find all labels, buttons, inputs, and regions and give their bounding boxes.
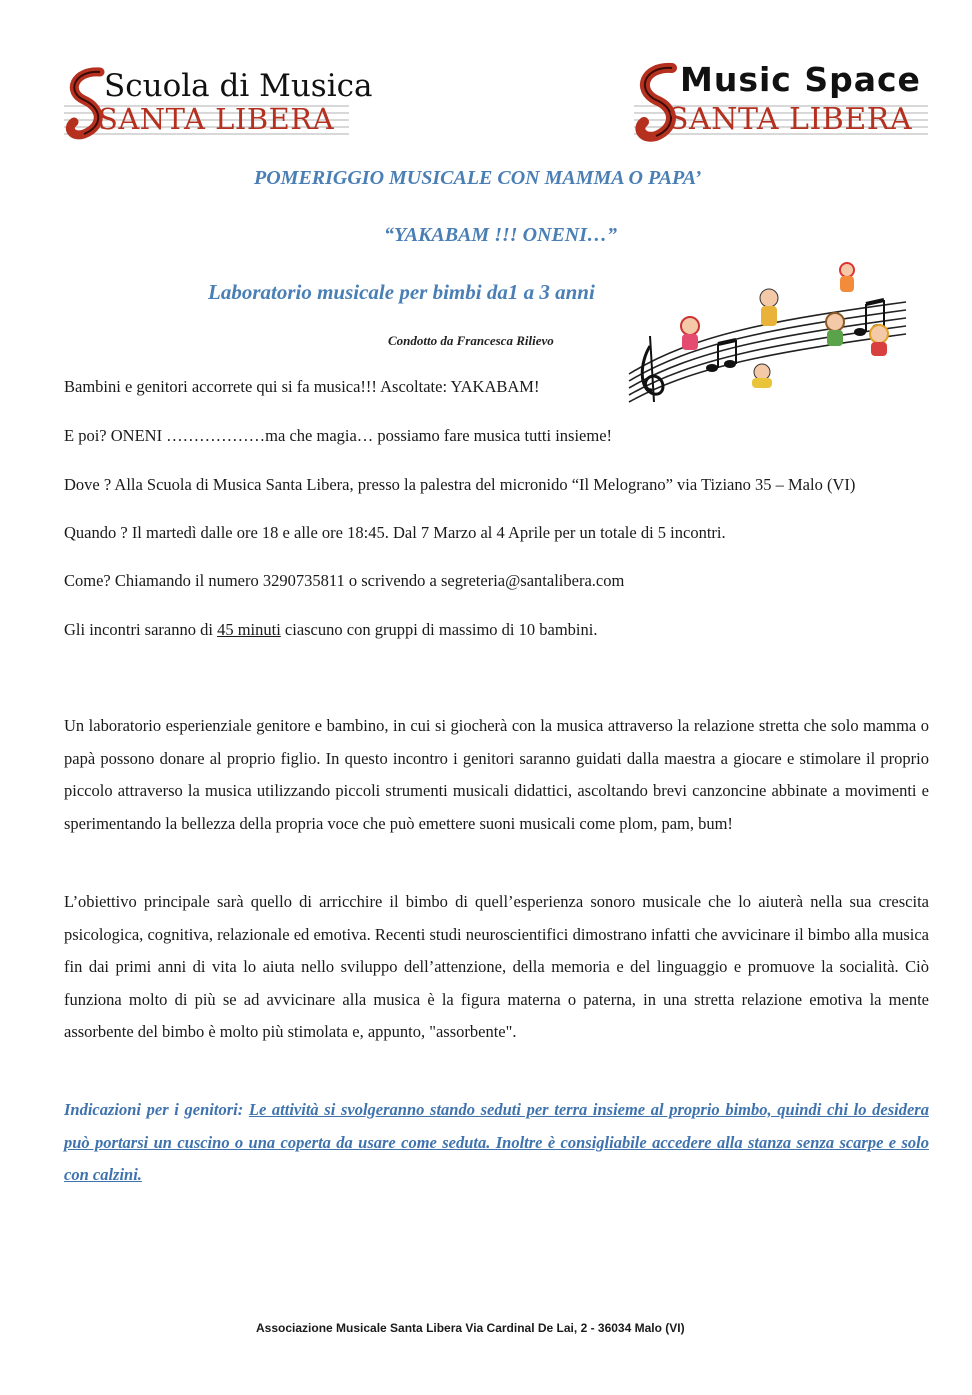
music-staff-children-illustration <box>624 262 914 404</box>
paragraph-objective: L’obiettivo principale sarà quello di arricchire il bimbo di quell’esperienza sonoro musicale che lo aiuterà nella sua crescita psicologica, cognitiva, relazionale ed emotiva. Recenti studi neuroscientifici dimostrano infatti che avvicinare il bimbo alla musica fin dai primi anni di vita lo aiuta nello sviluppo dell’attenzione, della memoria e del linguaggio e promuove la socialità. Ciò funziona molto di più se ad avvicinare alla musica è la figura materna o paterna, in una stretta relazione emotiva la mente assorbente del bimbo è molto più stimolata e, appunto, "assorbente". <box>64 892 929 1041</box>
logo-left-line2: SANTA LIBERA <box>98 102 335 136</box>
logo-left-line1: Scuola di Musica <box>104 68 373 104</box>
logo-scuola-di-musica <box>64 62 373 142</box>
incontri-text-a: Gli incontri saranno di <box>64 620 218 639</box>
come-line: Come? Chiamando il numero 3290735811 o scrivendo a segreteria@santalibera.com <box>64 571 625 590</box>
byline: Condotto da Francesca Rilievo <box>388 333 554 348</box>
parent-instructions <box>64 1094 929 1192</box>
page-title: POMERIGGIO MUSICALE CON MAMMA O PAPA’ <box>254 167 702 189</box>
epoi-line: E poi? ONENI ………………ma che magia… possiamo fare musica tutti insieme! <box>64 426 613 445</box>
paragraph-description: Un laboratorio esperienziale genitore e bambino, in cui si giocherà con la musica attraverso la relazione stretta che solo mamma o papà possono donare al proprio figlio. In questo incontro i genitori saranno guidati dalla maestra a giocare e stimolare il proprio piccolo attraverso la musica utilizzando piccoli strumenti musicali didattici, ascoltando brevi canzoncine abbinate a movimenti e sperimentando la bellezza della propria voce che può emettere suoni musicali come plom, pam, bum! <box>64 716 929 833</box>
intro-line: Bambini e genitori accorrete qui si fa musica!!! Ascoltate: YAKABAM! <box>64 377 540 396</box>
parent-instructions-lead: Indicazioni per i genitori: <box>64 1100 249 1119</box>
incontri-duration: 45 minuti <box>217 620 281 639</box>
workshop-heading: Laboratorio musicale per bimbi da1 a 3 anni <box>208 280 595 304</box>
footer-address: Associazione Musicale Santa Libera Via Cardinal De Lai, 2 - 36034 Malo (VI) <box>256 1321 685 1335</box>
logo-right-line2: SANTA LIBERA <box>668 102 913 137</box>
incontri-line <box>64 620 597 640</box>
logo-right-line1: Music Space <box>680 60 921 99</box>
incontri-text-b: ciascuno con gruppi di massimo di 10 bambini. <box>280 620 598 639</box>
dove-line: Dove ? Alla Scuola di Musica Santa Libera, presso la palestra del micronido “Il Melograno” via Tiziano 35 – Malo (VI) <box>64 475 856 494</box>
quando-line: Quando ? Il martedì dalle ore 18 e alle ore 18:45. Dal 7 Marzo al 4 Aprile per un totale di 5 incontri. <box>64 523 726 542</box>
music-illustration-icon <box>624 262 914 404</box>
logo-music-space <box>634 60 934 142</box>
page-subtitle: “YAKABAM !!! ONENI…” <box>384 224 618 246</box>
parent-instructions-text: Le attività si svolgeranno stando seduti per terra insieme al proprio bimbo, quindi chi lo desidera può portarsi un cuscino o una coperta da usare come seduta. Inoltre è consigliabile accedere alla stanza senza scarpe e solo con calzini. <box>64 1100 929 1184</box>
